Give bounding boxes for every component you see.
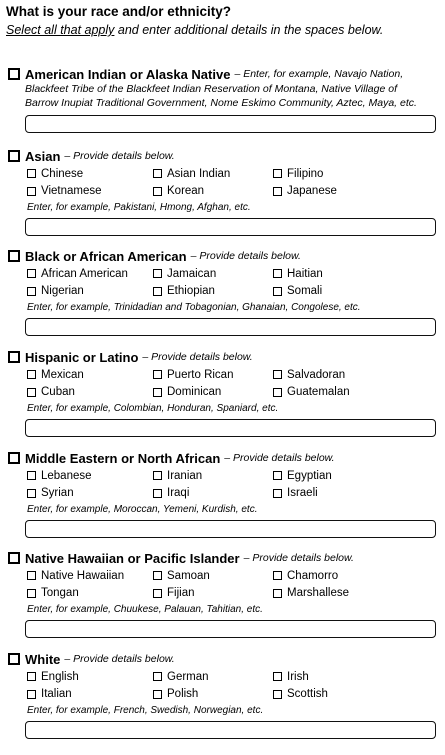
option-label: Haitian: [287, 267, 323, 280]
checkbox[interactable]: [27, 388, 36, 397]
checkbox[interactable]: [153, 672, 162, 681]
option-polish[interactable]: [153, 686, 273, 704]
checkbox[interactable]: [273, 589, 282, 598]
option-label: Mexican: [41, 368, 84, 381]
section-note: – Provide details below.: [64, 150, 175, 162]
checkbox[interactable]: [27, 287, 36, 296]
option-label: Syrian: [41, 487, 74, 500]
option-puerto-rican[interactable]: [153, 366, 273, 384]
checkbox[interactable]: [27, 471, 36, 480]
section-american-indian: [8, 65, 438, 133]
option-label: Filipino: [287, 167, 324, 180]
section-note: – Provide details below.: [224, 452, 335, 464]
option-label: African American: [41, 267, 128, 280]
option-haitian[interactable]: [273, 265, 403, 283]
checkbox[interactable]: [27, 370, 36, 379]
option-mexican[interactable]: [27, 366, 153, 384]
option-label: Jamaican: [167, 267, 217, 280]
option-cuban[interactable]: [27, 384, 153, 402]
details-input-asian[interactable]: [25, 218, 436, 236]
checkbox-white[interactable]: [8, 653, 20, 665]
enter-example: Enter, for example, Moroccan, Yemeni, Kurdish, etc.: [27, 504, 258, 515]
option-chamorro[interactable]: [273, 567, 403, 585]
option-iraqi[interactable]: [153, 485, 273, 503]
option-irish[interactable]: [273, 668, 403, 686]
option-italian[interactable]: [27, 686, 153, 704]
section-note: – Provide details below.: [64, 653, 175, 665]
option-label: Nigerian: [41, 285, 84, 298]
option-label: Marshallese: [287, 587, 349, 600]
question-instruction: [6, 23, 383, 37]
section-title: White: [25, 651, 61, 667]
option-label: German: [167, 670, 209, 683]
option-filipino[interactable]: [273, 165, 403, 183]
checkbox[interactable]: [27, 589, 36, 598]
option-label: Iranian: [167, 469, 203, 482]
section-title: Middle Eastern or North African: [25, 450, 221, 466]
checkbox[interactable]: [273, 489, 282, 498]
details-input-white[interactable]: [25, 721, 436, 739]
option-chinese[interactable]: [27, 165, 153, 183]
checkbox[interactable]: [153, 370, 162, 379]
section-mena: [8, 449, 438, 538]
option-lebanese[interactable]: [27, 467, 153, 485]
option-german[interactable]: [153, 668, 273, 686]
option-dominican[interactable]: [153, 384, 273, 402]
option-label: Chinese: [41, 167, 84, 180]
section-note: – Provide details below.: [142, 351, 253, 363]
details-input-black[interactable]: [25, 318, 436, 336]
section-asian: [8, 147, 438, 236]
option-label: Cuban: [41, 386, 75, 399]
section-note-line: Blackfeet Tribe of the Blackfeet Indian Reservation of Montana, Native Village of: [25, 83, 397, 95]
section-title: American Indian or Alaska Native: [25, 66, 231, 82]
option-syrian[interactable]: [27, 485, 153, 503]
checkbox-mena[interactable]: [8, 452, 20, 464]
option-egyptian[interactable]: [273, 467, 403, 485]
option-salvadoran[interactable]: [273, 366, 403, 384]
section-note: – Provide details below.: [190, 250, 301, 262]
checkbox[interactable]: [153, 690, 162, 699]
option-israeli[interactable]: [273, 485, 403, 503]
section-title: Black or African American: [25, 248, 187, 264]
option-label: Israeli: [287, 487, 318, 500]
checkbox[interactable]: [273, 571, 282, 580]
option-label: Ethiopian: [167, 285, 215, 298]
option-label: Samoan: [167, 569, 210, 582]
option-japanese[interactable]: [273, 183, 403, 201]
checkbox-american-indian[interactable]: [8, 68, 20, 80]
option-label: Chamorro: [287, 569, 339, 582]
option-label: Korean: [167, 185, 205, 198]
option-label: Somali: [287, 285, 323, 298]
details-input-hispanic[interactable]: [25, 419, 436, 437]
section-title: Asian: [25, 148, 61, 164]
option-somali[interactable]: [273, 283, 403, 301]
details-input-mena[interactable]: [25, 520, 436, 538]
checkbox[interactable]: [27, 489, 36, 498]
checkbox[interactable]: [273, 269, 282, 278]
option-label: Asian Indian: [167, 167, 231, 180]
option-label: Native Hawaiian: [41, 569, 125, 582]
option-label: Polish: [167, 688, 199, 701]
option-fijian[interactable]: [153, 585, 273, 603]
checkbox[interactable]: [153, 169, 162, 178]
checkbox-pacific-islander[interactable]: [8, 552, 20, 564]
checkbox[interactable]: [273, 169, 282, 178]
checkbox[interactable]: [27, 269, 36, 278]
checkbox[interactable]: [273, 287, 282, 296]
option-label: Dominican: [167, 386, 222, 399]
checkbox[interactable]: [273, 370, 282, 379]
question-title: What is your race and/or ethnicity?: [6, 4, 232, 19]
option-scottish[interactable]: [273, 686, 403, 704]
option-label: Egyptian: [287, 469, 332, 482]
checkbox[interactable]: [27, 690, 36, 699]
option-label: Irish: [287, 670, 309, 683]
option-guatemalan[interactable]: [273, 384, 403, 402]
option-label: Italian: [41, 688, 72, 701]
enter-example: Enter, for example, Chuukese, Palauan, Tahitian, etc.: [27, 604, 263, 615]
option-label: Puerto Rican: [167, 368, 234, 381]
option-label: Scottish: [287, 688, 328, 701]
checkbox[interactable]: [153, 269, 162, 278]
option-label: Lebanese: [41, 469, 92, 482]
section-black: [8, 247, 438, 336]
checkbox-hispanic[interactable]: [8, 351, 20, 363]
option-native-hawaiian[interactable]: [27, 567, 153, 585]
section-hispanic: [8, 348, 438, 437]
section-note-line: Barrow Inupiat Traditional Government, Nome Eskimo Community, Aztec, Maya, etc.: [25, 97, 417, 109]
option-label: Iraqi: [167, 487, 190, 500]
details-input-american-indian[interactable]: [25, 115, 436, 133]
instruction-rest: and enter additional details in the spaces below.: [114, 23, 384, 37]
details-input-pacific-islander[interactable]: [25, 620, 436, 638]
checkbox[interactable]: [27, 672, 36, 681]
section-title: Native Hawaiian or Pacific Islander: [25, 550, 240, 566]
option-asian-indian[interactable]: [153, 165, 273, 183]
option-label: Tongan: [41, 587, 79, 600]
option-label: Guatemalan: [287, 386, 350, 399]
option-label: Japanese: [287, 185, 337, 198]
option-iranian[interactable]: [153, 467, 273, 485]
option-samoan[interactable]: [153, 567, 273, 585]
checkbox[interactable]: [273, 471, 282, 480]
option-label: Salvadoran: [287, 368, 346, 381]
option-jamaican[interactable]: [153, 265, 273, 283]
checkbox[interactable]: [273, 187, 282, 196]
section-white: [8, 650, 438, 739]
checkbox[interactable]: [153, 471, 162, 480]
checkbox[interactable]: [273, 690, 282, 699]
section-title: Hispanic or Latino: [25, 349, 139, 365]
enter-example: Enter, for example, French, Swedish, Norwegian, etc.: [27, 705, 264, 716]
enter-example: Enter, for example, Pakistani, Hmong, Afghan, etc.: [27, 202, 251, 213]
checkbox-black[interactable]: [8, 250, 20, 262]
option-english[interactable]: [27, 668, 153, 686]
option-korean[interactable]: [153, 183, 273, 201]
option-african-american[interactable]: [27, 265, 153, 283]
checkbox[interactable]: [273, 388, 282, 397]
option-label: Fijian: [167, 587, 195, 600]
checkbox[interactable]: [27, 187, 36, 196]
checkbox[interactable]: [153, 287, 162, 296]
section-pacific-islander: [8, 549, 438, 638]
checkbox[interactable]: [27, 169, 36, 178]
checkbox[interactable]: [153, 489, 162, 498]
option-label: English: [41, 670, 79, 683]
checkbox[interactable]: [273, 672, 282, 681]
option-marshallese[interactable]: [273, 585, 403, 603]
option-nigerian[interactable]: [27, 283, 153, 301]
section-note: – Provide details below.: [243, 552, 354, 564]
enter-example: Enter, for example, Colombian, Honduran, Spaniard, etc.: [27, 403, 279, 414]
option-ethiopian[interactable]: [153, 283, 273, 301]
checkbox-asian[interactable]: [8, 150, 20, 162]
checkbox[interactable]: [153, 388, 162, 397]
checkbox[interactable]: [27, 571, 36, 580]
option-vietnamese[interactable]: [27, 183, 153, 201]
instruction-underlined: Select all that apply: [6, 23, 115, 37]
checkbox[interactable]: [153, 187, 162, 196]
checkbox[interactable]: [153, 589, 162, 598]
checkbox[interactable]: [153, 571, 162, 580]
section-note: – Enter, for example, Navajo Nation,: [234, 68, 404, 80]
option-tongan[interactable]: [27, 585, 153, 603]
option-label: Vietnamese: [41, 185, 102, 198]
enter-example: Enter, for example, Trinidadian and Tobagonian, Ghanaian, Congolese, etc.: [27, 302, 361, 313]
